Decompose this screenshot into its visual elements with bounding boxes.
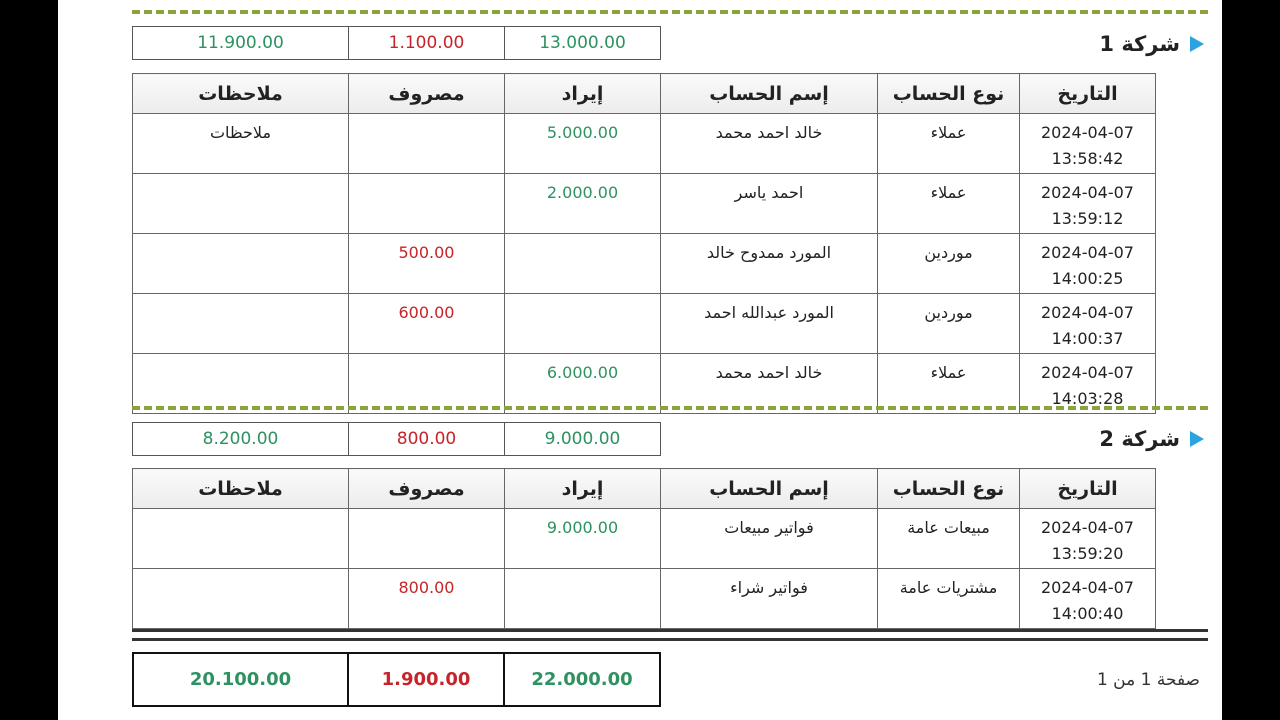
section-2-title[interactable] <box>1099 427 1204 451</box>
table-row <box>133 294 1156 354</box>
totals-divider-top <box>132 629 1208 632</box>
triangle-right-icon <box>1190 431 1204 447</box>
cell-datetime: 2024-04-07 14:00:25 <box>1020 234 1156 294</box>
cell-notes <box>133 294 349 354</box>
col-notes: ملاحظات <box>133 469 349 509</box>
cell-name: المورد عبدالله احمد <box>661 294 878 354</box>
col-income: إيراد <box>505 74 661 114</box>
cell-income: 9.000.00 <box>505 509 661 569</box>
col-expense: مصروف <box>349 74 505 114</box>
cell-expense <box>349 174 505 234</box>
col-date: التاريخ <box>1020 469 1156 509</box>
section-2-table <box>132 468 1156 629</box>
grand-totals <box>132 652 661 707</box>
table-row <box>133 114 1156 174</box>
section-2-summary <box>132 422 661 456</box>
section-2-expense-total: 800.00 <box>348 422 505 456</box>
cell-income <box>505 234 661 294</box>
section-divider <box>132 406 1208 410</box>
totals-divider-bottom <box>132 638 1208 641</box>
grand-net: 20.100.00 <box>132 652 349 707</box>
cell-name: فواتير شراء <box>661 569 878 629</box>
cell-income <box>505 294 661 354</box>
section-2-net: 8.200.00 <box>132 422 349 456</box>
page-number: صفحة 1 من 1 <box>1096 670 1200 690</box>
col-account-name: إسم الحساب <box>661 469 878 509</box>
cell-expense <box>349 509 505 569</box>
section-title-text: شركة 2 <box>1099 427 1180 451</box>
cell-datetime: 2024-04-07 14:03:28 <box>1020 354 1156 414</box>
col-date: التاريخ <box>1020 74 1156 114</box>
table-header-row <box>133 74 1156 114</box>
cell-name: خالد احمد محمد <box>661 114 878 174</box>
table-header-row <box>133 469 1156 509</box>
cell-datetime: 2024-04-07 13:59:12 <box>1020 174 1156 234</box>
cell-notes <box>133 354 349 414</box>
grand-income: 22.000.00 <box>503 652 661 707</box>
section-1-table <box>132 73 1156 414</box>
col-notes: ملاحظات <box>133 74 349 114</box>
col-income: إيراد <box>505 469 661 509</box>
table-row <box>133 569 1156 629</box>
col-account-name: إسم الحساب <box>661 74 878 114</box>
cell-expense: 800.00 <box>349 569 505 629</box>
col-account-type: نوع الحساب <box>878 469 1020 509</box>
section-1-net: 11.900.00 <box>132 26 349 60</box>
cell-expense <box>349 114 505 174</box>
cell-notes <box>133 509 349 569</box>
cell-datetime: 2024-04-07 13:59:20 <box>1020 509 1156 569</box>
col-expense: مصروف <box>349 469 505 509</box>
cell-name: المورد ممدوح خالد <box>661 234 878 294</box>
table-row <box>133 174 1156 234</box>
cell-expense: 600.00 <box>349 294 505 354</box>
cell-name: فواتير مبيعات <box>661 509 878 569</box>
table-row <box>133 509 1156 569</box>
cell-expense <box>349 354 505 414</box>
cell-income: 2.000.00 <box>505 174 661 234</box>
cell-type: مبيعات عامة <box>878 509 1020 569</box>
cell-income: 5.000.00 <box>505 114 661 174</box>
cell-income: 6.000.00 <box>505 354 661 414</box>
triangle-right-icon <box>1190 36 1204 52</box>
col-account-type: نوع الحساب <box>878 74 1020 114</box>
cell-type: موردين <box>878 294 1020 354</box>
section-title-text: شركة 1 <box>1099 32 1180 56</box>
cell-name: خالد احمد محمد <box>661 354 878 414</box>
table-row <box>133 234 1156 294</box>
grand-expense: 1.900.00 <box>347 652 505 707</box>
cell-datetime: 2024-04-07 13:58:42 <box>1020 114 1156 174</box>
cell-income <box>505 569 661 629</box>
cell-type: موردين <box>878 234 1020 294</box>
cell-type: مشتريات عامة <box>878 569 1020 629</box>
cell-datetime: 2024-04-07 14:00:37 <box>1020 294 1156 354</box>
cell-expense: 500.00 <box>349 234 505 294</box>
cell-type: عملاء <box>878 114 1020 174</box>
cell-type: عملاء <box>878 354 1020 414</box>
section-1-expense-total: 1.100.00 <box>348 26 505 60</box>
section-1-income-total: 13.000.00 <box>504 26 661 60</box>
cell-type: عملاء <box>878 174 1020 234</box>
cell-notes <box>133 174 349 234</box>
cell-name: احمد ياسر <box>661 174 878 234</box>
section-2-income-total: 9.000.00 <box>504 422 661 456</box>
section-1-title[interactable] <box>1099 32 1204 56</box>
cell-datetime: 2024-04-07 14:00:40 <box>1020 569 1156 629</box>
cell-notes: ملاحظات <box>133 114 349 174</box>
cell-notes <box>133 234 349 294</box>
section-1-summary <box>132 26 661 60</box>
section-divider <box>132 10 1208 14</box>
table-row <box>133 354 1156 414</box>
cell-notes <box>133 569 349 629</box>
